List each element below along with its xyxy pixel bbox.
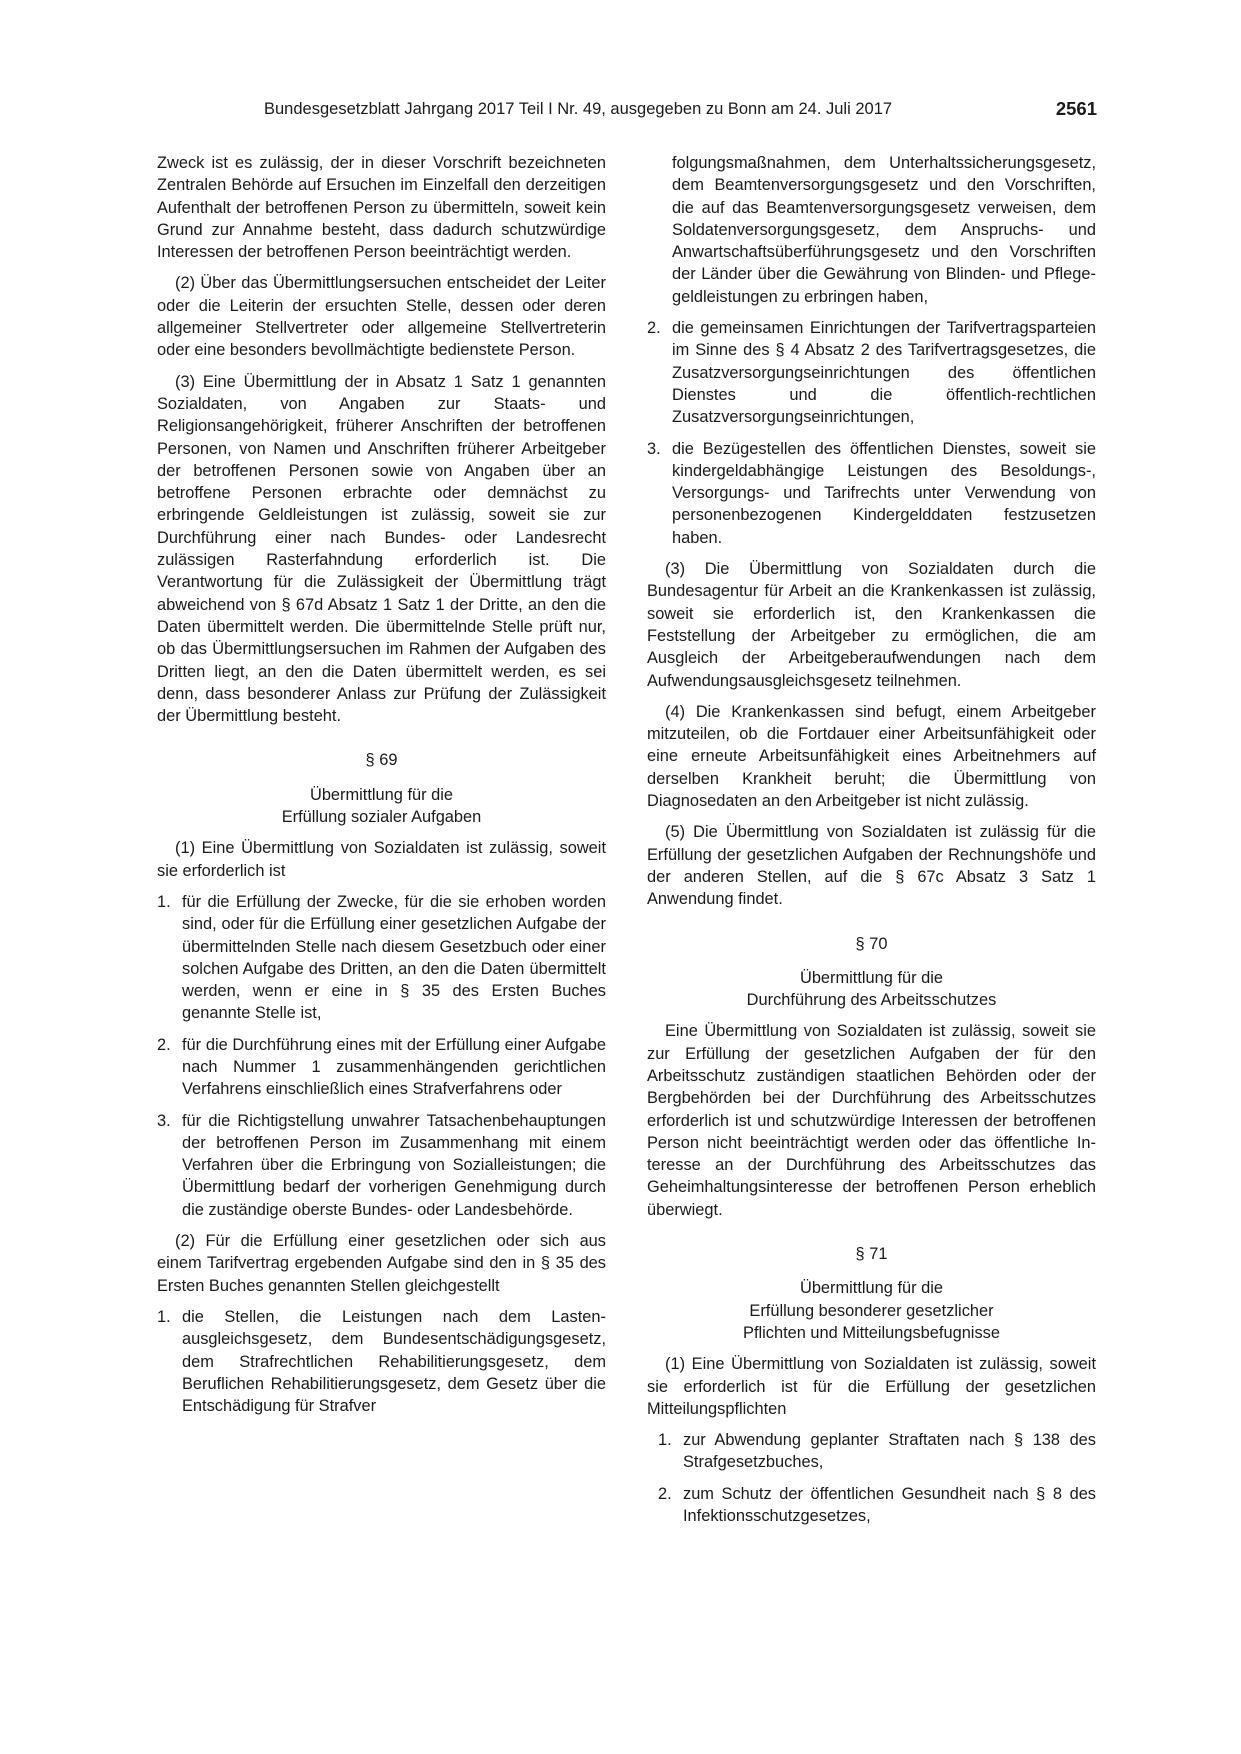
section-title-line: Übermittlung für die bbox=[799, 968, 944, 987]
paragraph: (2) Für die Erfüllung einer gesetzlichen oder sich aus einem Tarifvertrag ergebenden Aufgabe sind den in § 35 des Ersten Buches genannten Stellen gleichgestellt bbox=[157, 1232, 606, 1295]
list-number: 2. bbox=[647, 319, 661, 338]
list-item bbox=[647, 1429, 1096, 1474]
list-number: 1. bbox=[157, 892, 171, 911]
list-item bbox=[157, 891, 606, 1025]
list-number: 2. bbox=[157, 1035, 171, 1054]
section-title-line: Erfüllung sozialer Aufgaben bbox=[281, 808, 482, 827]
paragraph: (3) Die Übermittlung von Sozialdaten durch die Bundesagentur für Arbeit an die Krankenkassen ist zulässig, soweit sie erforderlich ist, den Krankenkassen die Feststellung der Arbeitgeber zu ermöglichen, die am Ausgleich der Arbeitgeberaufwendungen nach dem Aufwendungsausgleichsgesetz teilnehmen. bbox=[647, 560, 1096, 690]
list-item bbox=[647, 1483, 1096, 1528]
list-number: 1. bbox=[658, 1431, 672, 1450]
list-item bbox=[157, 1306, 606, 1417]
section-number: § 70 bbox=[855, 934, 888, 953]
paragraph: (1) Eine Übermittlung von Sozialdaten ist zulässig, soweit sie erforderlich ist für die Erfüllung der gesetzlichen Mitteilungspflichten bbox=[647, 1355, 1096, 1418]
paragraph: (5) Die Übermittlung von Sozialdaten ist zulässig für die Erfüllung der gesetzlichen Aufgaben der Rechnungshöfe und der anderen Stellen, auf die § 67c Absatz 3 Satz 1 Anwendung findet. bbox=[647, 823, 1096, 909]
list-item-text: die gemeinsamen Einrichtungen der Tarifvertragsparteien im Sinne des § 4 Absatz 2 des Tarifvertragsgesetzes, die Zusatzversorgungseinrichtungen des öffentlichen Dienstes und die öffentlich-rechtlichen Zusatzversorgungseinrichtungen, bbox=[672, 319, 1096, 427]
numbered-list bbox=[647, 1429, 1096, 1527]
list-item-text: die Stellen, die Leistungen nach dem Lastenausgleichsgesetz, dem Bundesentschädigungsgesetz, dem Strafrechtlichen Rehabilitierungsgesetz, dem Beruflichen Rehabilitierungsgesetz, dem Gesetz über die Entschädigung für Strafver bbox=[182, 1307, 606, 1416]
section-title-line: Übermittlung für die bbox=[799, 1279, 944, 1298]
paragraph: (3) Eine Übermittlung der in Absatz 1 Satz 1 genannten Sozialdaten, von Angaben zur Staats- und Religionsangehörigkeit, früherer Anschriften der betroffenen Personen, von Namen und Anschriften früherer Arbeitgeber der betroffenen Personen sowie von Angaben über an betroffene Personen erbrachte oder demnächst zu erbringende Geldleistungen ist zulässig, soweit sie zur Durchführung einer nach Bundes- oder Landesrecht zulässigen Rasterfahndung erforderlich ist. Die Verantwortung für die Zulässigkeit der Übermittlung trägt abweichend von § 67d Absatz 1 Satz 1 der Dritte, an den die Daten übermittelt werden. Die übermittelnde Stelle prüft nur, ob das Übermittlungsersuchen im Rahmen der Aufgaben des Dritten liegt, an den die Daten übermittelt werden, es sei denn, dass besonderer Anlass zur Prüfung der Zulässigkeit der Übermittlung besteht. bbox=[157, 372, 606, 726]
list-item-continued bbox=[647, 152, 1096, 308]
numbered-list bbox=[647, 152, 1096, 549]
list-item-text: zum Schutz der öffentlichen Gesundheit nach § 8 des Infektionsschutzgesetzes, bbox=[683, 1484, 1096, 1526]
running-header bbox=[157, 100, 1097, 126]
list-item-text: folgungsmaßnahmen, dem Unterhaltssicherungsgesetz, dem Beamtenversorgungsgesetz und den Vorschriften, die auf das Beamtenversorgungsgesetz verweisen, dem Soldatenversorgungsgesetz, dem Anspruchs- und Anwartschaftsüberführungsgesetz und den Vorschriften der Länder über die Gewährung von Blinden- und Pflegegeldleistungen zu erbringen haben, bbox=[672, 154, 1096, 306]
list-number: 1. bbox=[157, 1307, 171, 1326]
list-item-text: zur Abwendung geplanter Straftaten nach § 138 des Strafgesetzbuches, bbox=[683, 1431, 1096, 1472]
running-title: Bundesgesetzblatt Jahrgang 2017 Teil I Nr. 49, ausgegeben zu Bonn am 24. Juli 2017 bbox=[264, 100, 893, 118]
paragraph: (1) Eine Übermittlung von Sozialdaten ist zulässig, soweit sie erforderlich ist bbox=[157, 839, 606, 880]
numbered-list bbox=[157, 1306, 606, 1417]
numbered-list bbox=[157, 891, 606, 1221]
list-item-text: für die Durchführung eines mit der Erfüllung einer Aufgabe nach Nummer 1 zusammenhängenden gerichtlichen Verfahrens einschließlich eines Strafverfahrens oder bbox=[182, 1035, 606, 1099]
list-item bbox=[647, 317, 1096, 428]
section-title-line: Durchführung des Arbeitsschutzes bbox=[746, 991, 997, 1010]
section-title-line: Erfüllung besonderer gesetzlicher bbox=[749, 1301, 994, 1320]
list-item-text: für die Erfüllung der Zwecke, für die sie erhoben worden sind, oder für die Erfüllung einer gesetzlichen Aufgabe der übermittelnden Stelle nach diesem Gesetzbuch oder einer solchen Aufgabe des Dritten, an den die Daten übermittelt werden, wenn er eine in § 35 des Ersten Buches genannte Stelle ist, bbox=[182, 892, 606, 1023]
section-number: § 71 bbox=[855, 1245, 888, 1264]
list-item-text: die Bezügestellen des öffentlichen Dienstes, soweit sie kindergeldabhängige Leistungen des Besoldungs-, Versorgungs- und Tarifrechts unter Verwendung von personenbezogenen Kindergelddaten festzusetzen haben. bbox=[672, 439, 1096, 547]
list-item bbox=[157, 1110, 606, 1221]
list-item bbox=[647, 438, 1096, 549]
right-column bbox=[647, 152, 1096, 1536]
list-number: 3. bbox=[157, 1111, 171, 1130]
paragraph: Eine Übermittlung von Sozialdaten ist zulässig, soweit sie zur Erfüllung der gesetzlichen Aufgaben der für den Arbeitsschutz zuständigen staatlichen Behörden oder der Bergbehörden bei der Durchführung des Arbeitsschutzes erforderlich ist und schutzwürdige Interessen der betroffenen Person nicht beeinträchtigt werden oder das öffentliche Interesse an der Durchführung des Arbeitsschutzes das Geheimhaltungsinteresse der betroffenen Person erheblich überwiegt. bbox=[647, 1022, 1096, 1219]
paragraph: (2) Über das Übermittlungsersuchen entscheidet der Leiter oder die Leiterin der ersuchten Stelle, dessen oder deren allgemeiner Stellvertreter oder allgemeine Stellvertreterin oder eine besonders bevollmächtigte bedienstete Person. bbox=[157, 274, 606, 360]
section-title-line: Übermittlung für die bbox=[309, 785, 454, 804]
list-number: 2. bbox=[658, 1484, 672, 1503]
paragraph: (4) Die Krankenkassen sind befugt, einem Arbeitgeber mitzuteilen, ob die Fortdauer einer Arbeitsunfähigkeit oder eine erneute Arbeitsunfähigkeit eines Arbeitnehmers auf derselben Krankheit beruht; die Übermittlung von Diagnosedaten an den Arbeitgeber ist nicht zulässig. bbox=[647, 702, 1096, 811]
list-item-text: für die Richtigstellung unwahrer Tatsachenbehauptungen der betroffenen Person im Zusammenhang mit einem Verfahren über die Erbringung von Sozialleistungen; die Übermittlung bedarf der vorherigen Genehmigung durch die zuständige oberste Bundes- oder Landesbehörde. bbox=[182, 1111, 606, 1219]
section-number: § 69 bbox=[365, 751, 398, 770]
page-number: 2561 bbox=[1055, 98, 1097, 119]
list-number: 3. bbox=[647, 439, 661, 458]
left-column bbox=[157, 152, 606, 1426]
paragraph: Zweck ist es zulässig, der in dieser Vorschrift bezeichneten Zentralen Behörde auf Ersuchen im Einzelfall den derzeitigen Aufenthalt der betroffenen Person zu übermitteln, soweit kein Grund zur Annahme besteht, dass dadurch schutzwürdige Interessen der betroffenen Person beeinträchtigt werden. bbox=[157, 154, 606, 262]
section-title-line: Pflichten und Mitteilungsbefugnisse bbox=[743, 1323, 1000, 1342]
list-item bbox=[157, 1034, 606, 1101]
